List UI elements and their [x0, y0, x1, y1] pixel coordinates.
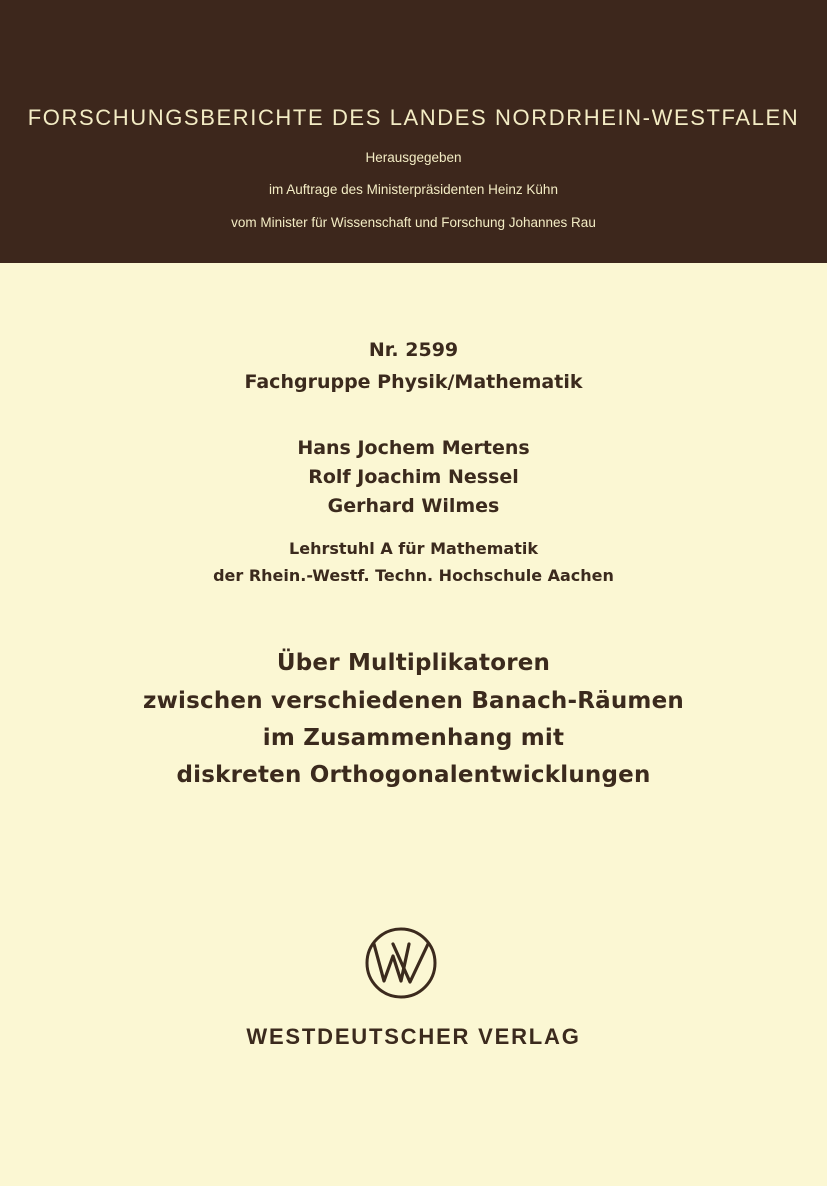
author-name: Hans Jochem Mertens	[297, 437, 530, 459]
author-name: Rolf Joachim Nessel	[308, 466, 519, 488]
author-name: Gerhard Wilmes	[327, 495, 500, 517]
report-number: Nr. 2599	[368, 339, 459, 361]
book-title-line: diskreten Orthogonalentwicklungen	[176, 762, 651, 788]
published-by-minister: vom Minister für Wissenschaft und Forschung Johannes Rau	[231, 215, 596, 230]
publisher-name: WESTDEUTSCHER VERLAG	[246, 1024, 581, 1049]
book-title-line: Über Multiplikatoren	[276, 650, 551, 676]
institution-line: der Rhein.-Westf. Techn. Hochschule Aachen	[213, 566, 614, 585]
publisher-logo-icon	[364, 926, 438, 1000]
book-title-line: zwischen verschiedenen Banach-Räumen	[143, 688, 684, 714]
series-title: FORSCHUNGSBERICHTE DES LANDES NORDRHEIN-WESTFALEN	[27, 105, 800, 130]
subject-group: Fachgruppe Physik/Mathematik	[244, 371, 583, 393]
commissioned-by: im Auftrage des Ministerpräsidenten Heinz Kühn	[269, 182, 558, 197]
series-header-band	[0, 0, 827, 263]
institution-line: Lehrstuhl A für Mathematik	[289, 539, 538, 558]
editor-note: Herausgegeben	[365, 150, 462, 165]
book-title-line: im Zusammenhang mit	[262, 725, 565, 751]
